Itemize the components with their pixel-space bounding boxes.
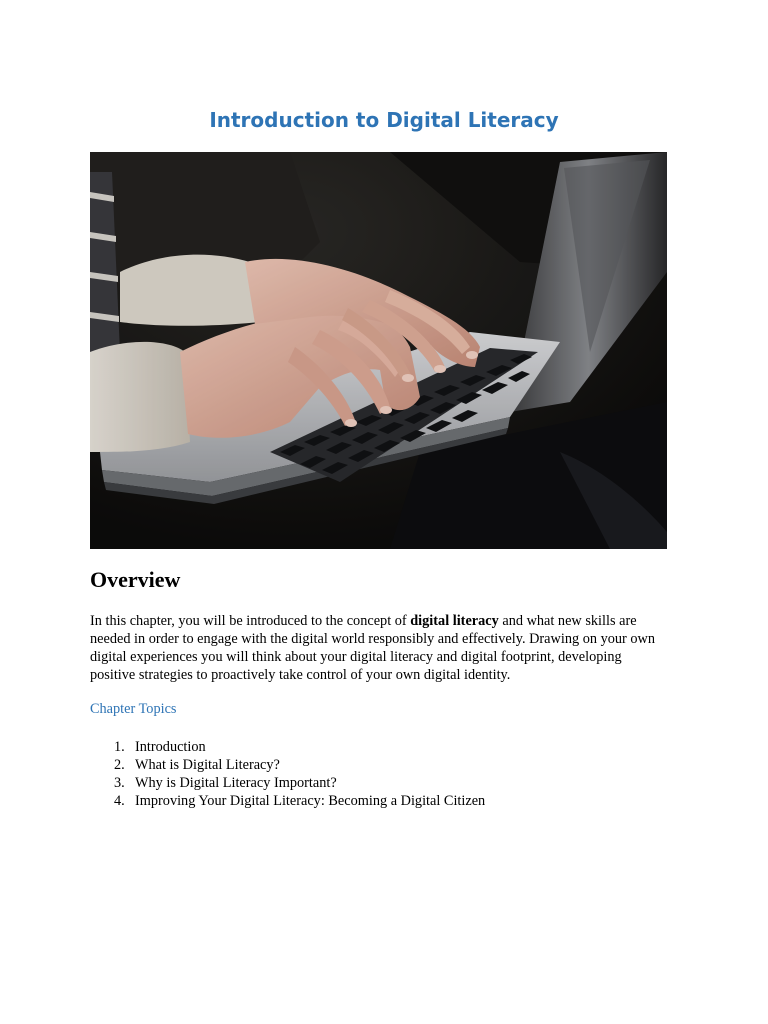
list-item-number: 3. (114, 775, 125, 791)
overview-paragraph-start: In this chapter, you will be introduced to the concept of (90, 613, 411, 629)
page-title: Introduction to Digital Literacy (209, 108, 559, 132)
list-item-number: 1. (114, 739, 125, 755)
list-item (90, 792, 485, 810)
list-item-label: Improving Your Digital Literacy: Becoming a Digital Citizen (135, 793, 486, 809)
list-item-label: What is Digital Literacy? (135, 757, 280, 773)
overview-heading: Overview (90, 567, 181, 592)
list-item (90, 738, 485, 756)
list-item-number: 4. (114, 793, 125, 809)
list-item (90, 756, 485, 774)
overview-paragraph (90, 612, 670, 684)
list-item-label: Why is Digital Literacy Important? (135, 775, 337, 791)
list-item (90, 774, 485, 792)
list-item-label: Introduction (135, 739, 206, 755)
overview-paragraph-end: and what new skills are needed in order to engage with the digital world responsibly and effectively. Drawing on your own digital experiences you will think about your digital literacy and digital footprint, developing positive strategies to proactively take control of your own digital identity. (90, 613, 655, 683)
digital-literacy-term: digital literacy (410, 613, 499, 629)
hero-image (90, 152, 667, 549)
chapter-topics-list (90, 738, 485, 810)
laptop-typing-photo-icon (90, 152, 667, 549)
list-item-number: 2. (114, 757, 125, 773)
chapter-topics-heading: Chapter Topics (90, 701, 177, 717)
